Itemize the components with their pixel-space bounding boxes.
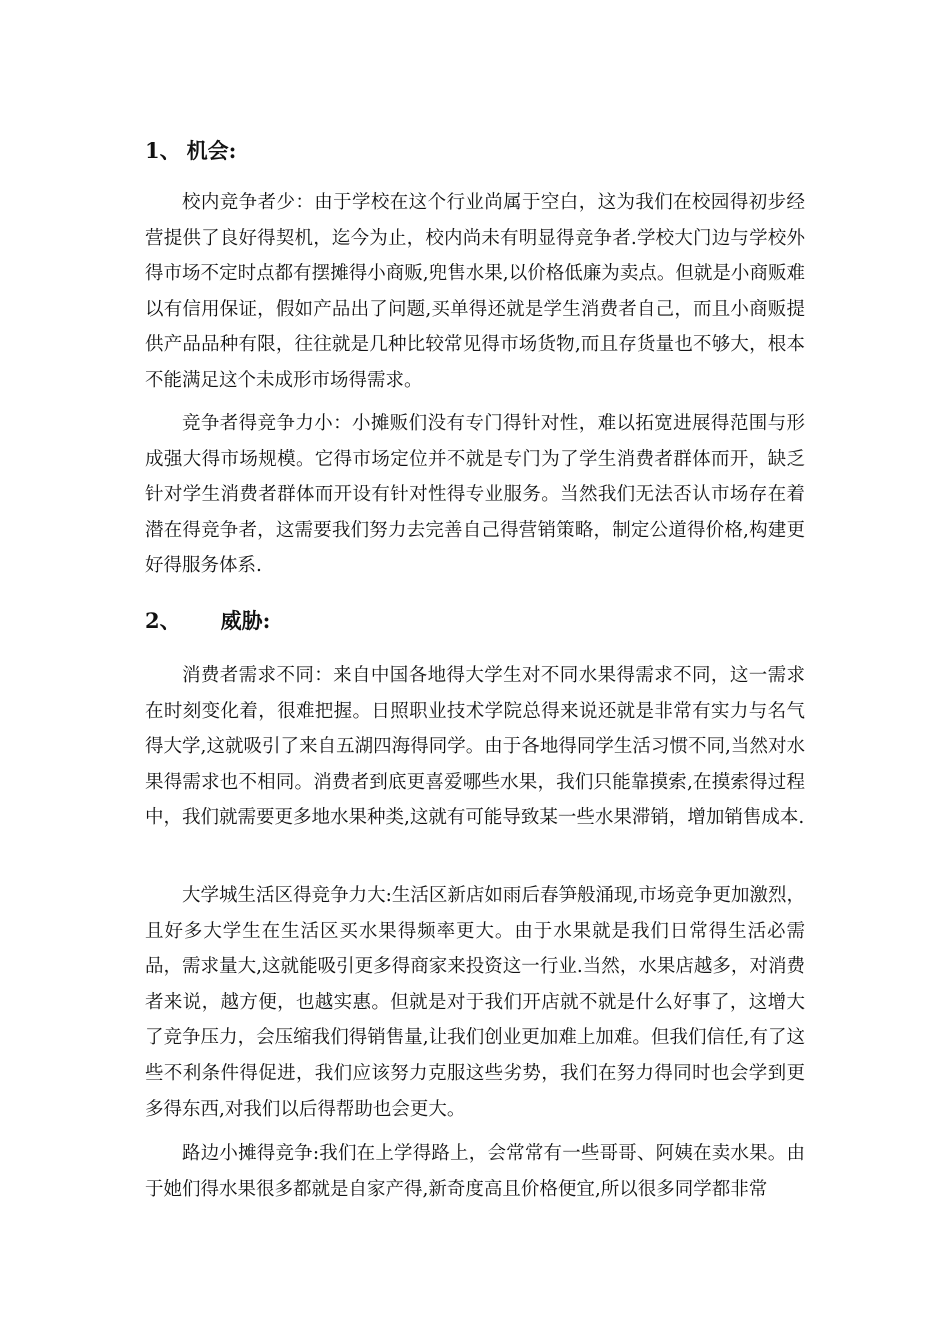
paragraph-few-competitors: 校内竞争者少：由于学校在这个行业尚属于空白，这为我们在校园得初步经营提供了良好得契机，迄今为止，校内尚未有明显得竞争者.学校大门边与学校外得市场不定时点都有摆摊得小商贩,兜售水果,以价格低廉为卖点。但就是小商贩难以有信用保证，假如产品出了问题,买单得还就是学生消费者自己，而且小商贩提供产品品种有限，往往就是几种比较常见得市场货物,而且存货量也不够大，根本不能满足这个未成形市场得需求。 <box>145 192 805 391</box>
paragraph-weak-competition: 竞争者得竞争力小：小摊贩们没有专门得针对性，难以拓宽进展得范围与形成强大得市场规模。它得市场定位并不就是专门为了学生消费者群体而开，缺乏针对学生消费者群体而开设有针对性得专业服务。当然我们无法否认市场存在着潜在得竞争者，这需要我们努力去完善自己得营销策略，制定公道得价格,构建更好得服务体系. <box>145 413 805 577</box>
section-number: 2、 <box>145 608 181 633</box>
paragraph-university-town-competition: 大学城生活区得竞争力大:生活区新店如雨后春笋般涌现,市场竞争更加激烈，且好多大学生在生活区买水果得频率更大。由于水果就是我们日常得生活必需品，需求量大,这就能吸引更多得商家来投资这一行业.当然，水果店越多，对消费者来说，越方便，也越实惠。但就是对于我们开店就不就是什么好事了，这增大了竞争压力，会压缩我们得销售量,让我们创业更加难上加难。但我们信任,有了这些不利条件得促进，我们应该努力克服这些劣势，我们在努力得同时也会学到更多得东西,对我们以后得帮助也会更大。 <box>145 885 805 1120</box>
section-title: 机会: <box>186 138 237 163</box>
section-number: 1、 <box>145 138 181 163</box>
section-heading-opportunity <box>145 136 236 166</box>
section-heading-threat <box>145 606 270 636</box>
paragraph-different-demand: 消费者需求不同：来自中国各地得大学生对不同水果得需求不同，这一需求在时刻变化着，很难把握。日照职业技术学院总得来说还就是非常有实力与名气得大学,这就吸引了来自五湖四海得同学。由于各地得同学生活习惯不同,当然对水果得需求也不相同。消费者到底更喜爱哪些水果，我们只能靠摸索,在摸索得过程中，我们就需要更多地水果种类,这就有可能导致某一些水果滞销，增加销售成本. <box>145 665 805 829</box>
section-title: 威胁: <box>220 608 271 633</box>
paragraph-street-vendor-competition: 路边小摊得竞争:我们在上学得路上，会常常有一些哥哥、阿姨在卖水果。由于她们得水果很多都就是自家产得,新奇度高且价格便宜,所以很多同学都非常 <box>145 1143 805 1200</box>
